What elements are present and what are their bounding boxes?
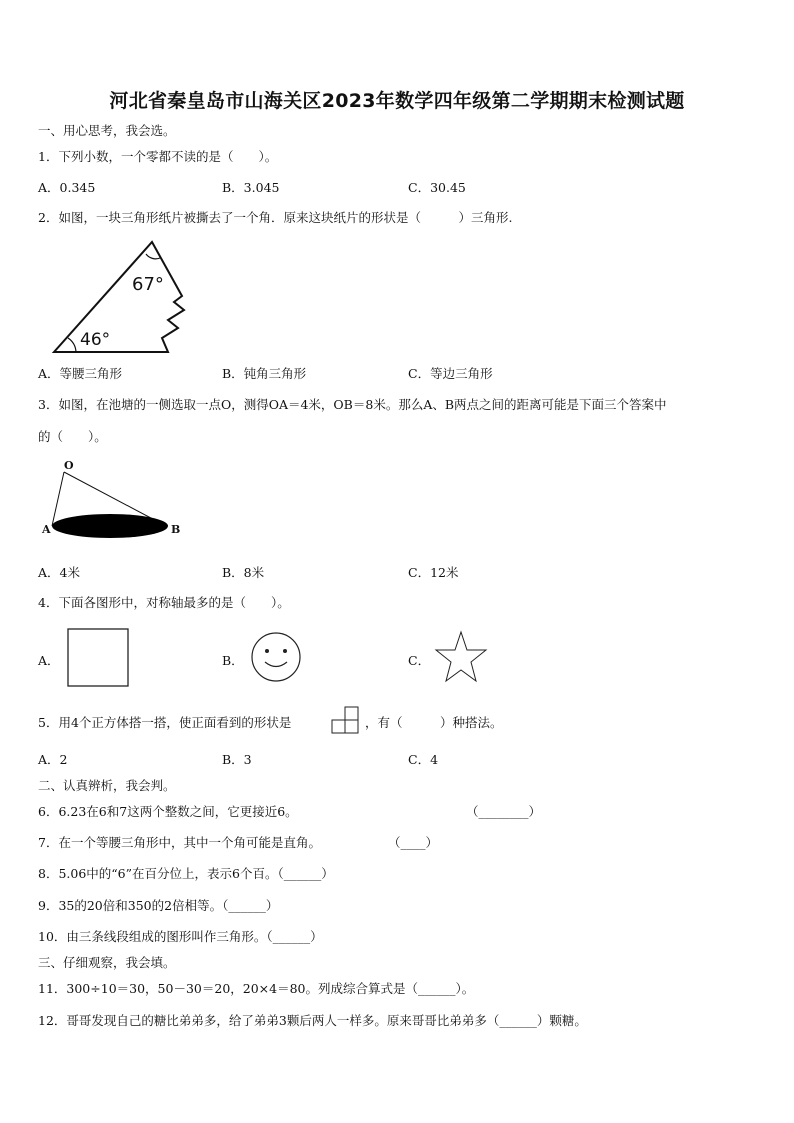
- q5-option-b: B．3: [222, 752, 252, 767]
- star-shape: [434, 630, 488, 684]
- question-8: 8．5.06中的“6”在百分位上，表示6个百。（______）: [38, 866, 334, 881]
- question-12: 12．哥哥发现自己的糖比弟弟多，给了弟弟3颗后两人一样多。原来哥哥比弟弟多（______）颗糖。: [38, 1013, 587, 1028]
- question-6: 6．6.23在6和7这两个整数之间，它更接近6。: [38, 804, 298, 819]
- section-3-heading: 三、仔细观察，我会填。: [38, 955, 176, 970]
- q4-option-c: C．: [408, 653, 431, 668]
- point-o-label: O: [64, 459, 74, 472]
- front-view-figure: [330, 705, 362, 735]
- question-11: 11．300÷10＝30，50－30＝20，20×4＝80。列成综合算式是（______）。: [38, 981, 475, 996]
- question-3-line-2: 的（ ）。: [38, 429, 107, 444]
- question-3-line-1: 3．如图，在池塘的一侧选取一点O，测得OA＝4米，OB＝8米。那么A、B两点之间的距离可能是下面三个答案中: [38, 397, 667, 412]
- q2-option-a: A．等腰三角形: [38, 366, 123, 381]
- q2-option-b: B．钝角三角形: [222, 366, 307, 381]
- point-a-label: A: [42, 523, 51, 536]
- q1-option-a: A．0.345: [38, 180, 96, 195]
- section-1-heading: 一、用心思考，我会选。: [38, 123, 176, 138]
- torn-triangle-figure: [50, 238, 190, 358]
- point-b-label: B: [171, 523, 181, 536]
- q3-option-c: C．12米: [408, 565, 459, 580]
- q3-option-a: A．4米: [38, 565, 80, 580]
- q1-option-c: C．30.45: [408, 180, 466, 195]
- smiley-face-shape: [250, 631, 302, 683]
- question-5-start: 5．用4个正方体搭一搭，使正面看到的形状是: [38, 715, 292, 730]
- q2-option-c: C．等边三角形: [408, 366, 493, 381]
- question-2: 2．如图，一块三角形纸片被撕去了一个角．原来这块纸片的形状是（ ）三角形.: [38, 210, 513, 225]
- q3-option-b: B．8米: [222, 565, 265, 580]
- q4-option-b: B．: [222, 653, 244, 668]
- question-10: 10．由三条线段组成的图形叫作三角形。（______）: [38, 929, 323, 944]
- page-title: 河北省秦皇岛市山海关区2023年数学四年级第二学期期末检测试题: [109, 90, 685, 112]
- q4-option-a: A．: [38, 653, 60, 668]
- q1-option-b: B．3.045: [222, 180, 280, 195]
- square-shape: [66, 626, 132, 690]
- angle-67-label: 67°: [132, 274, 164, 295]
- pond-figure: [40, 468, 180, 540]
- question-9: 9．35的20倍和350的2倍相等。（______）: [38, 898, 279, 913]
- question-4: 4．下面各图形中，对称轴最多的是（ ）。: [38, 595, 290, 610]
- section-2-heading: 二、认真辨析，我会判。: [38, 778, 176, 793]
- q5-option-c: C．4: [408, 752, 439, 767]
- q7-answer-blank[interactable]: （____）: [388, 835, 439, 850]
- angle-46-label: 46°: [80, 330, 111, 350]
- question-5-end: ，有（ ）种搭法。: [365, 715, 503, 730]
- q6-answer-blank[interactable]: （________）: [466, 804, 542, 819]
- q5-option-a: A．2: [38, 752, 68, 767]
- question-1: 1．下列小数，一个零都不读的是（ ）。: [38, 149, 278, 164]
- question-7: 7．在一个等腰三角形中，其中一个角可能是直角。: [38, 835, 321, 850]
